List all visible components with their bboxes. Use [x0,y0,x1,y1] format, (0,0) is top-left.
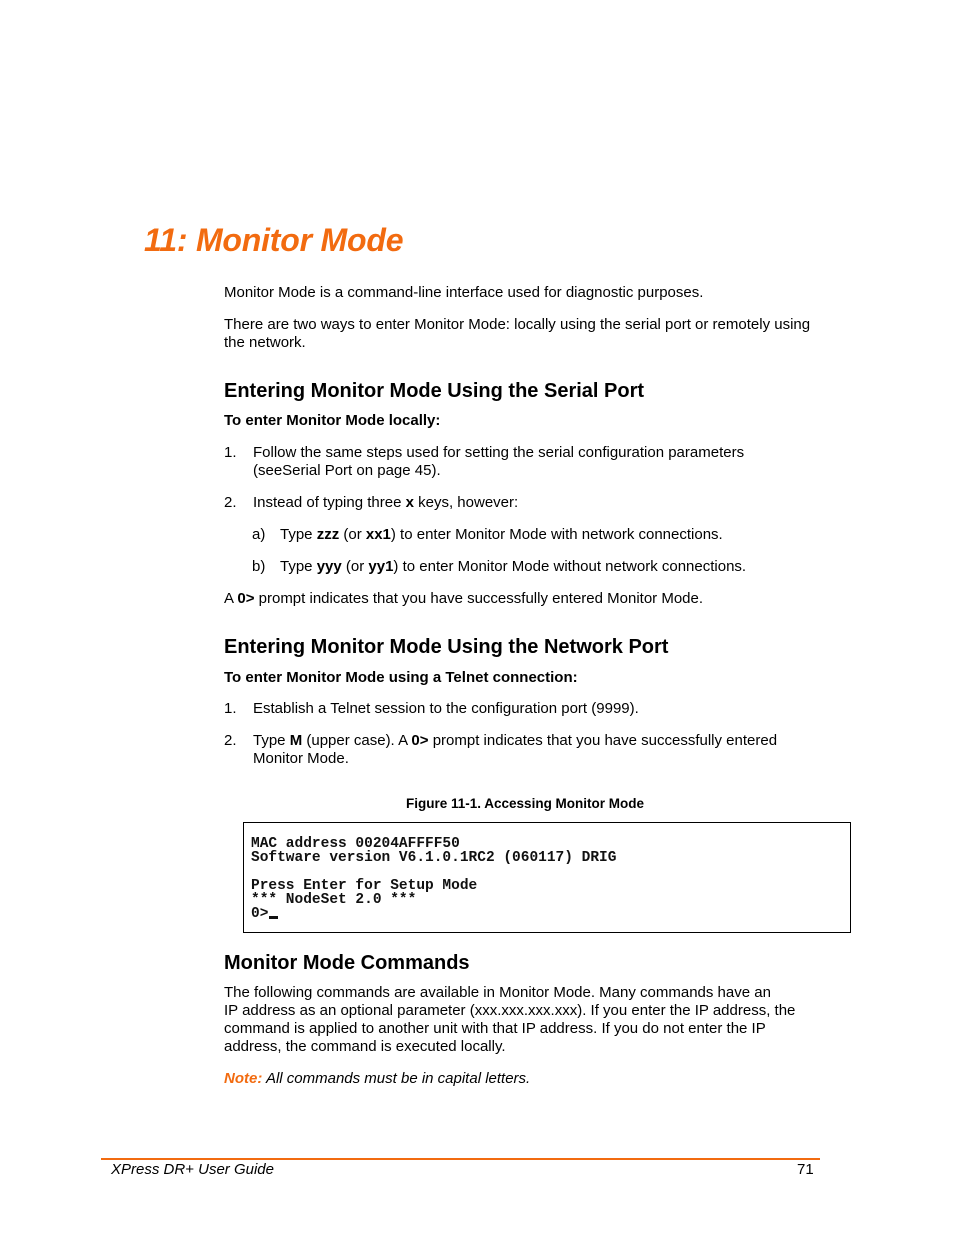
step-text-line-1: Type M (upper case). A 0> prompt indicates that you have successfully entered [253,732,778,749]
intro-paragraph-2-line-2: the network. [224,334,306,351]
note-text: All commands must be in capital letters. [262,1070,531,1087]
commands-line: address, the command is executed locally. [224,1038,506,1055]
substep-label: b) [252,558,266,575]
network-port-subheading: To enter Monitor Mode using a Telnet connection: [224,669,578,686]
serial-step-2: 2. Instead of typing three x keys, however: [224,494,519,511]
step-number: 2. [224,732,237,749]
step-number: 1. [224,444,237,461]
commands-paragraph [224,984,795,1056]
terminal-line-nodeset: *** NodeSet 2.0 *** [251,892,417,908]
serial-port-subheading: To enter Monitor Mode locally: [224,412,441,429]
terminal-screenshot [243,822,851,933]
step-number: 1. [224,700,237,717]
network-port-heading: Entering Monitor Mode Using the Network Port [224,636,669,658]
intro-paragraph-1: Monitor Mode is a command-line interface used for diagnostic purposes. [224,284,704,301]
terminal-line-press-enter: Press Enter for Setup Mode [251,878,478,894]
commands-line: command is applied to another unit with that IP address. If you do not enter the IP [224,1020,766,1037]
cursor-icon [269,916,278,919]
serial-step-1 [224,444,824,480]
terminal-prompt-line [251,907,278,922]
serial-substep-b: b) Type yyy (or yy1) to enter Monitor Mode without network connections. [252,558,747,575]
footer-divider [101,1158,820,1160]
substep-label: a) [252,526,266,543]
step-text-line-2: Monitor Mode. [253,750,349,767]
serial-result-text: A 0> prompt indicates that you have successfully entered Monitor Mode. [224,590,704,607]
footer-document-title: XPress DR+ User Guide [111,1161,274,1178]
note-label: Note: [224,1070,263,1087]
footer-page-number: 71 [797,1161,814,1178]
commands-heading: Monitor Mode Commands [224,952,470,974]
terminal-line-mac: MAC address 00204AFFFF50 [251,836,460,852]
step-number: 2. [224,494,237,511]
terminal-prompt: 0> [251,906,269,922]
network-step-2 [224,732,824,768]
step-text-line-1: Follow the same steps used for setting the serial configuration parameters [253,444,745,461]
commands-line: The following commands are available in Monitor Mode. Many commands have an [224,984,771,1001]
intro-paragraph-2-line-1: There are two ways to enter Monitor Mode: locally using the serial port or remotely using [224,316,811,333]
step-text-line-2: (seeSerial Port on page 45). [253,462,441,479]
note [224,1070,530,1088]
chapter-title: 11: Monitor Mode [144,222,404,258]
terminal-line-software: Software version V6.1.0.1RC2 (060117) DRIG [251,850,617,866]
serial-port-heading: Entering Monitor Mode Using the Serial Port [224,380,645,402]
commands-line: IP address as an optional parameter (xxx.xxx.xxx.xxx). If you enter the IP address, the [224,1002,796,1019]
network-step-1: 1. Establish a Telnet session to the configuration port (9999). [224,700,639,717]
serial-substep-a: a) Type zzz (or xx1) to enter Monitor Mode with network connections. [252,526,723,543]
figure-caption: Figure 11-1. Accessing Monitor Mode [406,796,645,811]
